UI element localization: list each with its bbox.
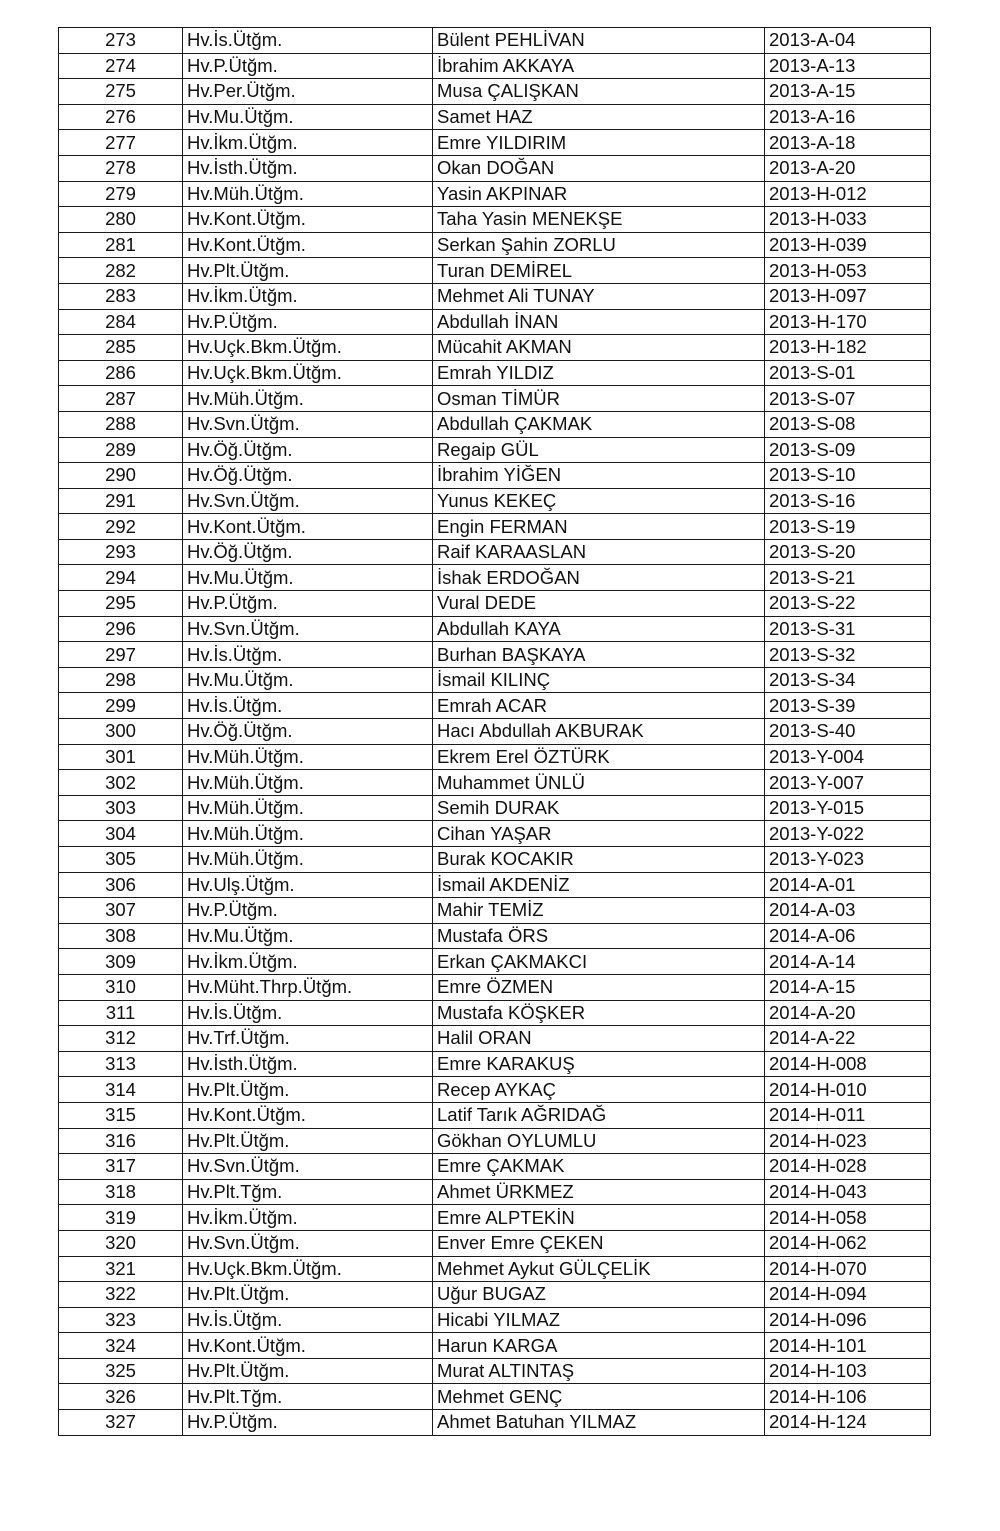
code-cell: 2014-H-010 — [765, 1077, 931, 1103]
name-cell: Ahmet Batuhan YILMAZ — [433, 1410, 765, 1436]
name-cell: Okan DOĞAN — [433, 155, 765, 181]
row-number-cell: 286 — [59, 360, 183, 386]
row-number-cell: 316 — [59, 1128, 183, 1154]
table-row — [59, 1410, 931, 1436]
code-cell: 2013-S-09 — [765, 437, 931, 463]
row-number-cell: 280 — [59, 207, 183, 233]
rank-cell: Hv.Müh.Ütğm. — [183, 181, 433, 207]
code-cell: 2013-S-07 — [765, 386, 931, 412]
name-cell: Mehmet GENÇ — [433, 1384, 765, 1410]
rank-cell: Hv.İkm.Ütğm. — [183, 949, 433, 975]
row-number-cell: 275 — [59, 79, 183, 105]
table-row — [59, 923, 931, 949]
rank-cell: Hv.Kont.Ütğm. — [183, 1333, 433, 1359]
rank-cell: Hv.Svn.Ütğm. — [183, 1154, 433, 1180]
code-cell: 2013-A-15 — [765, 79, 931, 105]
table-row — [59, 1179, 931, 1205]
code-cell: 2014-H-011 — [765, 1102, 931, 1128]
rank-cell: Hv.Mu.Ütğm. — [183, 923, 433, 949]
table-row — [59, 1205, 931, 1231]
row-number-cell: 298 — [59, 667, 183, 693]
name-cell: Taha Yasin MENEKŞE — [433, 207, 765, 233]
name-cell: Latif Tarık AĞRIDAĞ — [433, 1102, 765, 1128]
row-number-cell: 321 — [59, 1256, 183, 1282]
row-number-cell: 310 — [59, 974, 183, 1000]
code-cell: 2014-H-058 — [765, 1205, 931, 1231]
code-cell: 2013-S-16 — [765, 488, 931, 514]
rank-cell: Hv.İsth.Ütğm. — [183, 155, 433, 181]
table-row — [59, 463, 931, 489]
row-number-cell: 276 — [59, 104, 183, 130]
code-cell: 2014-A-15 — [765, 974, 931, 1000]
table-row — [59, 207, 931, 233]
code-cell: 2013-Y-015 — [765, 795, 931, 821]
row-number-cell: 288 — [59, 411, 183, 437]
name-cell: Ahmet ÜRKMEZ — [433, 1179, 765, 1205]
rank-cell: Hv.Plt.Ütğm. — [183, 1128, 433, 1154]
name-cell: Abdullah KAYA — [433, 616, 765, 642]
code-cell: 2013-A-04 — [765, 28, 931, 54]
code-cell: 2013-A-13 — [765, 53, 931, 79]
table-row — [59, 1102, 931, 1128]
table-row — [59, 79, 931, 105]
code-cell: 2014-H-028 — [765, 1154, 931, 1180]
rank-cell: Hv.Müh.Ütğm. — [183, 770, 433, 796]
name-cell: Halil ORAN — [433, 1026, 765, 1052]
table-row — [59, 770, 931, 796]
table-row — [59, 181, 931, 207]
name-cell: Erkan ÇAKMAKCI — [433, 949, 765, 975]
code-cell: 2014-H-103 — [765, 1358, 931, 1384]
rank-cell: Hv.Svn.Ütğm. — [183, 1230, 433, 1256]
row-number-cell: 326 — [59, 1384, 183, 1410]
rank-cell: Hv.Plt.Tğm. — [183, 1179, 433, 1205]
rank-cell: Hv.P.Ütğm. — [183, 591, 433, 617]
name-cell: Harun KARGA — [433, 1333, 765, 1359]
name-cell: Bülent PEHLİVAN — [433, 28, 765, 54]
row-number-cell: 319 — [59, 1205, 183, 1231]
name-cell: Enver Emre ÇEKEN — [433, 1230, 765, 1256]
row-number-cell: 290 — [59, 463, 183, 489]
table-row — [59, 591, 931, 617]
code-cell: 2014-A-03 — [765, 898, 931, 924]
table-row — [59, 898, 931, 924]
code-cell: 2013-Y-007 — [765, 770, 931, 796]
table-row — [59, 1000, 931, 1026]
row-number-cell: 308 — [59, 923, 183, 949]
code-cell: 2013-H-053 — [765, 258, 931, 284]
rank-cell: Hv.İs.Ütğm. — [183, 693, 433, 719]
name-cell: Yasin AKPINAR — [433, 181, 765, 207]
rank-cell: Hv.Öğ.Ütğm. — [183, 539, 433, 565]
row-number-cell: 305 — [59, 847, 183, 873]
table-row — [59, 1154, 931, 1180]
name-cell: İbrahim YİĞEN — [433, 463, 765, 489]
name-cell: Mehmet Ali TUNAY — [433, 283, 765, 309]
rank-cell: Hv.Uçk.Bkm.Ütğm. — [183, 1256, 433, 1282]
name-cell: Regaip GÜL — [433, 437, 765, 463]
name-cell: Hacı Abdullah AKBURAK — [433, 719, 765, 745]
row-number-cell: 304 — [59, 821, 183, 847]
row-number-cell: 299 — [59, 693, 183, 719]
table-row — [59, 1026, 931, 1052]
rank-cell: Hv.Plt.Tğm. — [183, 1384, 433, 1410]
code-cell: 2013-A-20 — [765, 155, 931, 181]
code-cell: 2013-Y-023 — [765, 847, 931, 873]
row-number-cell: 281 — [59, 232, 183, 258]
code-cell: 2013-H-170 — [765, 309, 931, 335]
name-cell: Mustafa KÖŞKER — [433, 1000, 765, 1026]
row-number-cell: 307 — [59, 898, 183, 924]
table-row — [59, 1384, 931, 1410]
code-cell: 2014-H-062 — [765, 1230, 931, 1256]
rank-cell: Hv.Kont.Ütğm. — [183, 514, 433, 540]
row-number-cell: 297 — [59, 642, 183, 668]
name-cell: Mustafa ÖRS — [433, 923, 765, 949]
name-cell: Yunus KEKEÇ — [433, 488, 765, 514]
row-number-cell: 315 — [59, 1102, 183, 1128]
table-row — [59, 258, 931, 284]
table-row — [59, 155, 931, 181]
rank-cell: Hv.İs.Ütğm. — [183, 642, 433, 668]
code-cell: 2013-S-01 — [765, 360, 931, 386]
name-cell: Ekrem Erel ÖZTÜRK — [433, 744, 765, 770]
name-cell: Emre YILDIRIM — [433, 130, 765, 156]
code-cell: 2014-H-070 — [765, 1256, 931, 1282]
code-cell: 2014-H-023 — [765, 1128, 931, 1154]
code-cell: 2013-S-19 — [765, 514, 931, 540]
table-row — [59, 693, 931, 719]
rank-cell: Hv.P.Ütğm. — [183, 309, 433, 335]
rank-cell: Hv.İs.Ütğm. — [183, 28, 433, 54]
table-row — [59, 1358, 931, 1384]
table-row — [59, 335, 931, 361]
rank-cell: Hv.Müh.Ütğm. — [183, 847, 433, 873]
row-number-cell: 313 — [59, 1051, 183, 1077]
rank-cell: Hv.Kont.Ütğm. — [183, 232, 433, 258]
rank-cell: Hv.İs.Ütğm. — [183, 1000, 433, 1026]
name-cell: Abdullah ÇAKMAK — [433, 411, 765, 437]
rank-cell: Hv.P.Ütğm. — [183, 898, 433, 924]
row-number-cell: 325 — [59, 1358, 183, 1384]
row-number-cell: 320 — [59, 1230, 183, 1256]
table-row — [59, 488, 931, 514]
rank-cell: Hv.Müht.Thrp.Ütğm. — [183, 974, 433, 1000]
name-cell: İsmail AKDENİZ — [433, 872, 765, 898]
name-cell: İbrahim AKKAYA — [433, 53, 765, 79]
name-cell: Vural DEDE — [433, 591, 765, 617]
row-number-cell: 314 — [59, 1077, 183, 1103]
name-cell: Cihan YAŞAR — [433, 821, 765, 847]
code-cell: 2014-H-096 — [765, 1307, 931, 1333]
row-number-cell: 291 — [59, 488, 183, 514]
code-cell: 2013-S-10 — [765, 463, 931, 489]
code-cell: 2013-A-16 — [765, 104, 931, 130]
rank-cell: Hv.İkm.Ütğm. — [183, 1205, 433, 1231]
code-cell: 2014-A-14 — [765, 949, 931, 975]
name-cell: Engin FERMAN — [433, 514, 765, 540]
rank-cell: Hv.Plt.Ütğm. — [183, 258, 433, 284]
name-cell: Emrah YILDIZ — [433, 360, 765, 386]
name-cell: Mahir TEMİZ — [433, 898, 765, 924]
name-cell: Uğur BUGAZ — [433, 1282, 765, 1308]
rank-cell: Hv.Öğ.Ütğm. — [183, 463, 433, 489]
rank-cell: Hv.Kont.Ütğm. — [183, 1102, 433, 1128]
code-cell: 2013-H-033 — [765, 207, 931, 233]
code-cell: 2013-S-39 — [765, 693, 931, 719]
name-cell: Turan DEMİREL — [433, 258, 765, 284]
code-cell: 2013-Y-004 — [765, 744, 931, 770]
name-cell: Emre KARAKUŞ — [433, 1051, 765, 1077]
code-cell: 2013-H-039 — [765, 232, 931, 258]
table-row — [59, 949, 931, 975]
code-cell: 2014-H-043 — [765, 1179, 931, 1205]
row-number-cell: 300 — [59, 719, 183, 745]
table-row — [59, 539, 931, 565]
table-row — [59, 847, 931, 873]
name-cell: Emre ÇAKMAK — [433, 1154, 765, 1180]
table-row — [59, 411, 931, 437]
table-row — [59, 386, 931, 412]
row-number-cell: 287 — [59, 386, 183, 412]
table-row — [59, 821, 931, 847]
table-row — [59, 744, 931, 770]
code-cell: 2014-H-008 — [765, 1051, 931, 1077]
row-number-cell: 301 — [59, 744, 183, 770]
name-cell: Emre ÖZMEN — [433, 974, 765, 1000]
code-cell: 2013-S-20 — [765, 539, 931, 565]
row-number-cell: 322 — [59, 1282, 183, 1308]
personnel-table — [58, 27, 931, 1436]
code-cell: 2013-A-18 — [765, 130, 931, 156]
row-number-cell: 294 — [59, 565, 183, 591]
row-number-cell: 309 — [59, 949, 183, 975]
code-cell: 2013-S-21 — [765, 565, 931, 591]
rank-cell: Hv.Per.Ütğm. — [183, 79, 433, 105]
table-row — [59, 1051, 931, 1077]
name-cell: Muhammet ÜNLÜ — [433, 770, 765, 796]
row-number-cell: 312 — [59, 1026, 183, 1052]
rank-cell: Hv.Öğ.Ütğm. — [183, 437, 433, 463]
row-number-cell: 318 — [59, 1179, 183, 1205]
rank-cell: Hv.İsth.Ütğm. — [183, 1051, 433, 1077]
rank-cell: Hv.Müh.Ütğm. — [183, 821, 433, 847]
rank-cell: Hv.P.Ütğm. — [183, 1410, 433, 1436]
row-number-cell: 296 — [59, 616, 183, 642]
code-cell: 2013-S-31 — [765, 616, 931, 642]
name-cell: Mücahit AKMAN — [433, 335, 765, 361]
name-cell: İshak ERDOĞAN — [433, 565, 765, 591]
code-cell: 2013-S-22 — [765, 591, 931, 617]
table-row — [59, 1307, 931, 1333]
name-cell: Murat ALTINTAŞ — [433, 1358, 765, 1384]
row-number-cell: 277 — [59, 130, 183, 156]
name-cell: Musa ÇALIŞKAN — [433, 79, 765, 105]
code-cell: 2014-A-22 — [765, 1026, 931, 1052]
code-cell: 2013-S-08 — [765, 411, 931, 437]
rank-cell: Hv.Svn.Ütğm. — [183, 616, 433, 642]
row-number-cell: 302 — [59, 770, 183, 796]
name-cell: İsmail KILINÇ — [433, 667, 765, 693]
table-row — [59, 565, 931, 591]
table-body — [59, 28, 931, 1436]
rank-cell: Hv.Plt.Ütğm. — [183, 1077, 433, 1103]
name-cell: Samet HAZ — [433, 104, 765, 130]
name-cell: Emrah ACAR — [433, 693, 765, 719]
table-row — [59, 642, 931, 668]
rank-cell: Hv.Plt.Ütğm. — [183, 1282, 433, 1308]
row-number-cell: 279 — [59, 181, 183, 207]
row-number-cell: 323 — [59, 1307, 183, 1333]
code-cell: 2013-Y-022 — [765, 821, 931, 847]
row-number-cell: 292 — [59, 514, 183, 540]
table-row — [59, 232, 931, 258]
rank-cell: Hv.İkm.Ütğm. — [183, 130, 433, 156]
code-cell: 2013-S-34 — [765, 667, 931, 693]
code-cell: 2013-H-012 — [765, 181, 931, 207]
table-row — [59, 53, 931, 79]
name-cell: Gökhan OYLUMLU — [433, 1128, 765, 1154]
name-cell: Semih DURAK — [433, 795, 765, 821]
table-row — [59, 616, 931, 642]
rank-cell: Hv.Kont.Ütğm. — [183, 207, 433, 233]
row-number-cell: 303 — [59, 795, 183, 821]
rank-cell: Hv.Mu.Ütğm. — [183, 565, 433, 591]
code-cell: 2014-H-101 — [765, 1333, 931, 1359]
row-number-cell: 317 — [59, 1154, 183, 1180]
table-row — [59, 719, 931, 745]
table-row — [59, 1230, 931, 1256]
code-cell: 2014-H-094 — [765, 1282, 931, 1308]
table-row — [59, 360, 931, 386]
rank-cell: Hv.Öğ.Ütğm. — [183, 719, 433, 745]
table-row — [59, 514, 931, 540]
rank-cell: Hv.Ulş.Ütğm. — [183, 872, 433, 898]
row-number-cell: 324 — [59, 1333, 183, 1359]
table-row — [59, 974, 931, 1000]
code-cell: 2014-A-01 — [765, 872, 931, 898]
table-row — [59, 1077, 931, 1103]
table-row — [59, 872, 931, 898]
name-cell: Serkan Şahin ZORLU — [433, 232, 765, 258]
name-cell: Abdullah İNAN — [433, 309, 765, 335]
row-number-cell: 295 — [59, 591, 183, 617]
name-cell: Recep AYKAÇ — [433, 1077, 765, 1103]
row-number-cell: 278 — [59, 155, 183, 181]
table-row — [59, 1128, 931, 1154]
rank-cell: Hv.Mu.Ütğm. — [183, 104, 433, 130]
name-cell: Raif KARAASLAN — [433, 539, 765, 565]
table-row — [59, 795, 931, 821]
name-cell: Osman TİMÜR — [433, 386, 765, 412]
row-number-cell: 282 — [59, 258, 183, 284]
code-cell: 2014-H-106 — [765, 1384, 931, 1410]
table-row — [59, 1333, 931, 1359]
table-row — [59, 309, 931, 335]
rank-cell: Hv.Uçk.Bkm.Ütğm. — [183, 360, 433, 386]
table-row — [59, 1282, 931, 1308]
table-row — [59, 1256, 931, 1282]
name-cell: Hicabi YILMAZ — [433, 1307, 765, 1333]
rank-cell: Hv.Mu.Ütğm. — [183, 667, 433, 693]
table-row — [59, 28, 931, 54]
row-number-cell: 306 — [59, 872, 183, 898]
code-cell: 2013-S-40 — [765, 719, 931, 745]
code-cell: 2014-A-20 — [765, 1000, 931, 1026]
code-cell: 2014-H-124 — [765, 1410, 931, 1436]
row-number-cell: 283 — [59, 283, 183, 309]
code-cell: 2013-S-32 — [765, 642, 931, 668]
rank-cell: Hv.Svn.Ütğm. — [183, 411, 433, 437]
row-number-cell: 327 — [59, 1410, 183, 1436]
row-number-cell: 311 — [59, 1000, 183, 1026]
row-number-cell: 285 — [59, 335, 183, 361]
code-cell: 2013-H-097 — [765, 283, 931, 309]
name-cell: Mehmet Aykut GÜLÇELİK — [433, 1256, 765, 1282]
rank-cell: Hv.İkm.Ütğm. — [183, 283, 433, 309]
rank-cell: Hv.Plt.Ütğm. — [183, 1358, 433, 1384]
table-row — [59, 667, 931, 693]
rank-cell: Hv.Uçk.Bkm.Ütğm. — [183, 335, 433, 361]
rank-cell: Hv.Trf.Ütğm. — [183, 1026, 433, 1052]
row-number-cell: 274 — [59, 53, 183, 79]
name-cell: Emre ALPTEKİN — [433, 1205, 765, 1231]
table-row — [59, 130, 931, 156]
rank-cell: Hv.Svn.Ütğm. — [183, 488, 433, 514]
name-cell: Burhan BAŞKAYA — [433, 642, 765, 668]
rank-cell: Hv.Müh.Ütğm. — [183, 795, 433, 821]
table-row — [59, 283, 931, 309]
rank-cell: Hv.Müh.Ütğm. — [183, 744, 433, 770]
name-cell: Burak KOCAKIR — [433, 847, 765, 873]
row-number-cell: 284 — [59, 309, 183, 335]
table-row — [59, 437, 931, 463]
rank-cell: Hv.Müh.Ütğm. — [183, 386, 433, 412]
rank-cell: Hv.P.Ütğm. — [183, 53, 433, 79]
rank-cell: Hv.İs.Ütğm. — [183, 1307, 433, 1333]
row-number-cell: 289 — [59, 437, 183, 463]
table-row — [59, 104, 931, 130]
row-number-cell: 293 — [59, 539, 183, 565]
code-cell: 2014-A-06 — [765, 923, 931, 949]
code-cell: 2013-H-182 — [765, 335, 931, 361]
row-number-cell: 273 — [59, 28, 183, 54]
